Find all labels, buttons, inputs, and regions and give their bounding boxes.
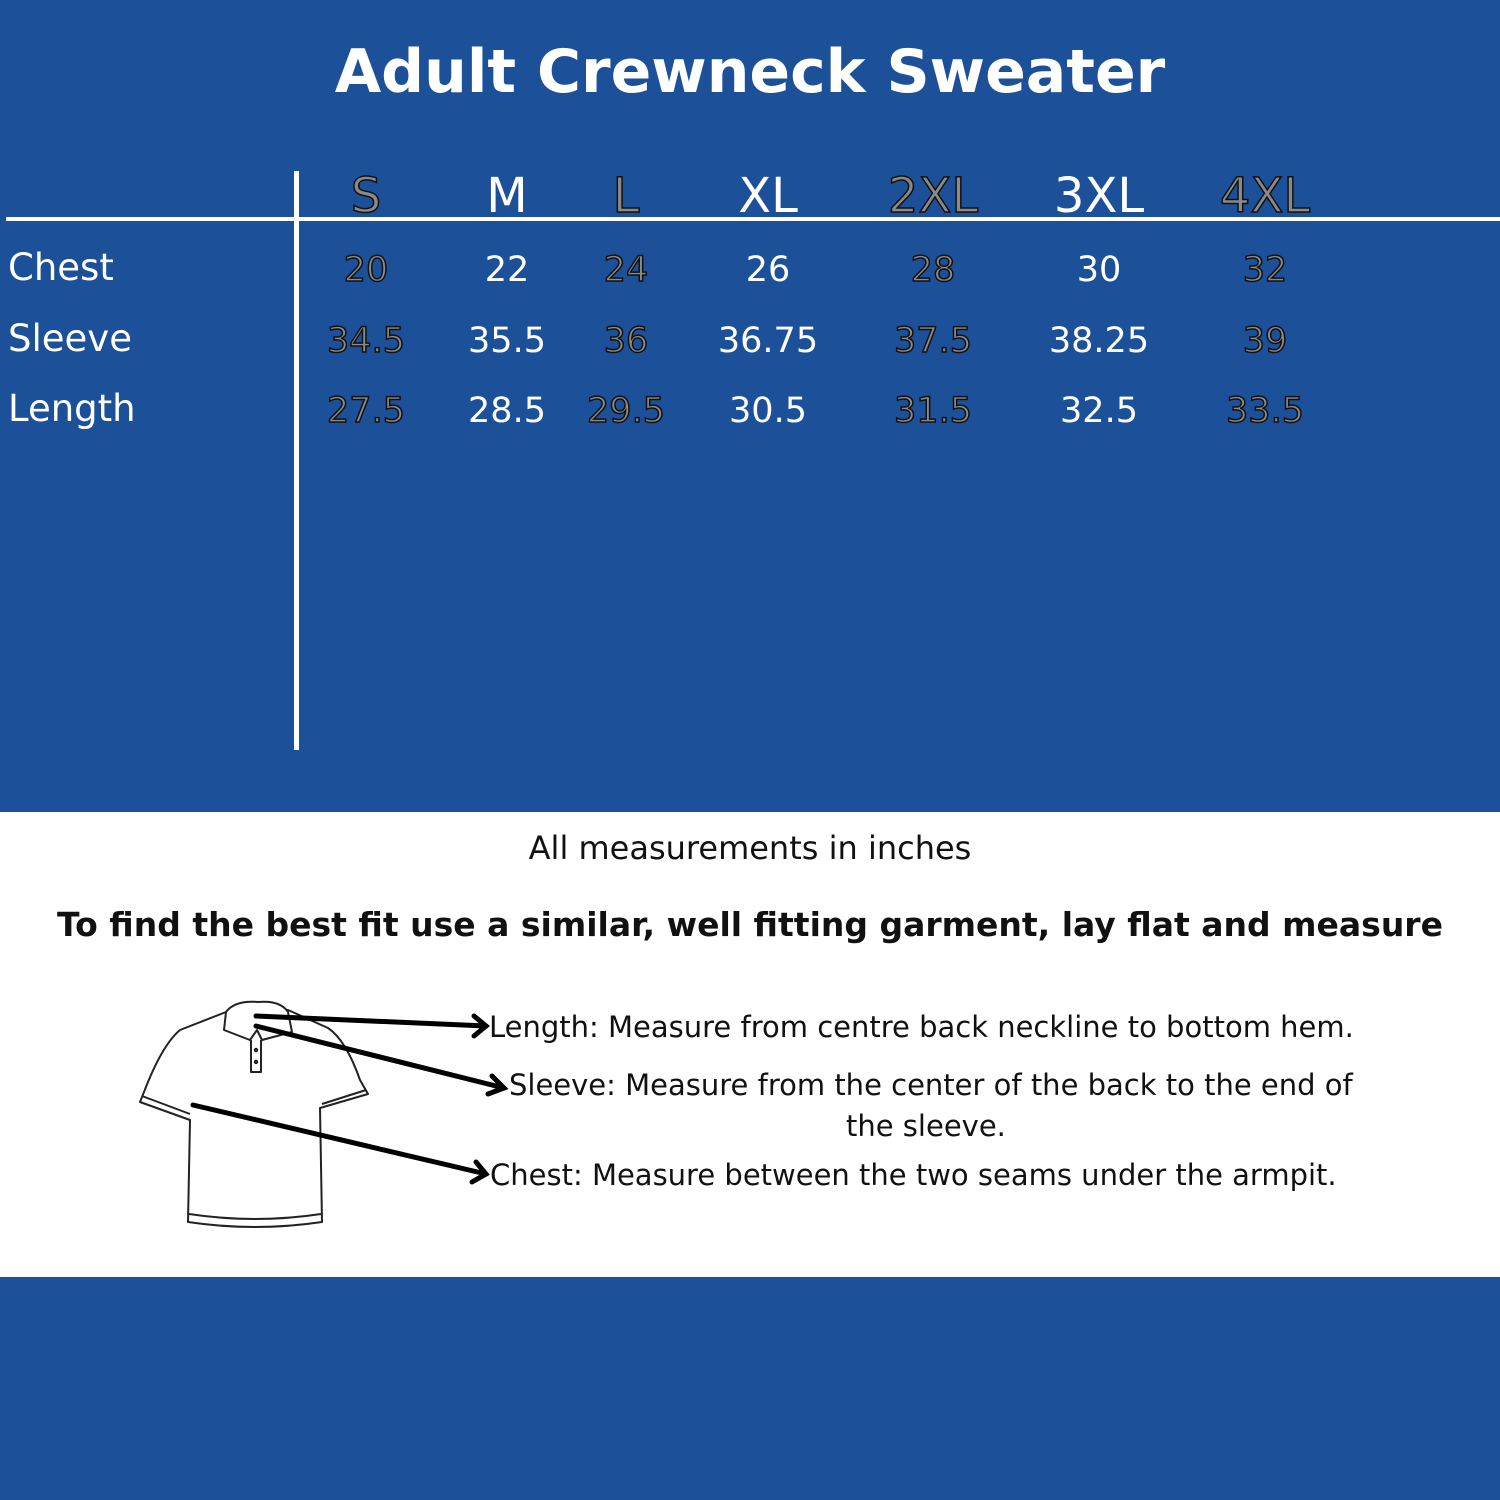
table-cell: 30 (1076, 250, 1122, 290)
table-cell: 29.5 (587, 391, 665, 431)
table-cell: 20 (343, 250, 389, 290)
table-cell: 22 (484, 250, 530, 290)
fit-tip: To find the best fit use a similar, well fitting garment, lay flat and measure (57, 905, 1443, 944)
size-header-xl: XL (738, 168, 798, 224)
table-cell: 24 (603, 250, 649, 290)
sleeve-instruction: Sleeve: Measure from the center of the back to the end of (509, 1068, 1353, 1102)
sleeve-instruction-cont: the sleeve. (846, 1109, 1006, 1143)
size-header-3xl: 3XL (1053, 168, 1145, 224)
size-header-4xl: 4XL (1219, 168, 1311, 224)
row-label-length: Length (8, 387, 136, 430)
page-title: Adult Crewneck Sweater (334, 37, 1166, 107)
chest-instruction: Chest: Measure between the two seams under the armpit. (490, 1158, 1337, 1192)
table-cell: 35.5 (468, 321, 546, 361)
table-cell: 34.5 (327, 321, 405, 361)
length-instruction: Length: Measure from centre back neckline to bottom hem. (489, 1010, 1354, 1044)
table-cell: 27.5 (327, 391, 405, 431)
table-cell: 33.5 (1226, 391, 1304, 431)
size-header-m: M (486, 168, 528, 224)
table-cell: 26 (745, 250, 791, 290)
table-cell: 37.5 (894, 321, 972, 361)
size-header-2xl: 2XL (887, 168, 979, 224)
size-header-l: L (612, 168, 640, 224)
row-label-chest: Chest (8, 246, 114, 289)
table-cell: 30.5 (729, 391, 807, 431)
table-cell: 36.75 (717, 321, 819, 361)
table-cell: 32 (1242, 250, 1288, 290)
table-cell: 36 (603, 321, 649, 361)
table-cell: 28 (910, 250, 956, 290)
table-cell: 38.25 (1048, 321, 1150, 361)
row-label-sleeve: Sleeve (8, 317, 132, 360)
table-cell: 28.5 (468, 391, 546, 431)
table-cell: 32.5 (1060, 391, 1138, 431)
units-note: All measurements in inches (528, 829, 972, 867)
table-cell: 31.5 (894, 391, 972, 431)
table-cell: 39 (1242, 321, 1288, 361)
size-header-s: S (350, 168, 382, 224)
